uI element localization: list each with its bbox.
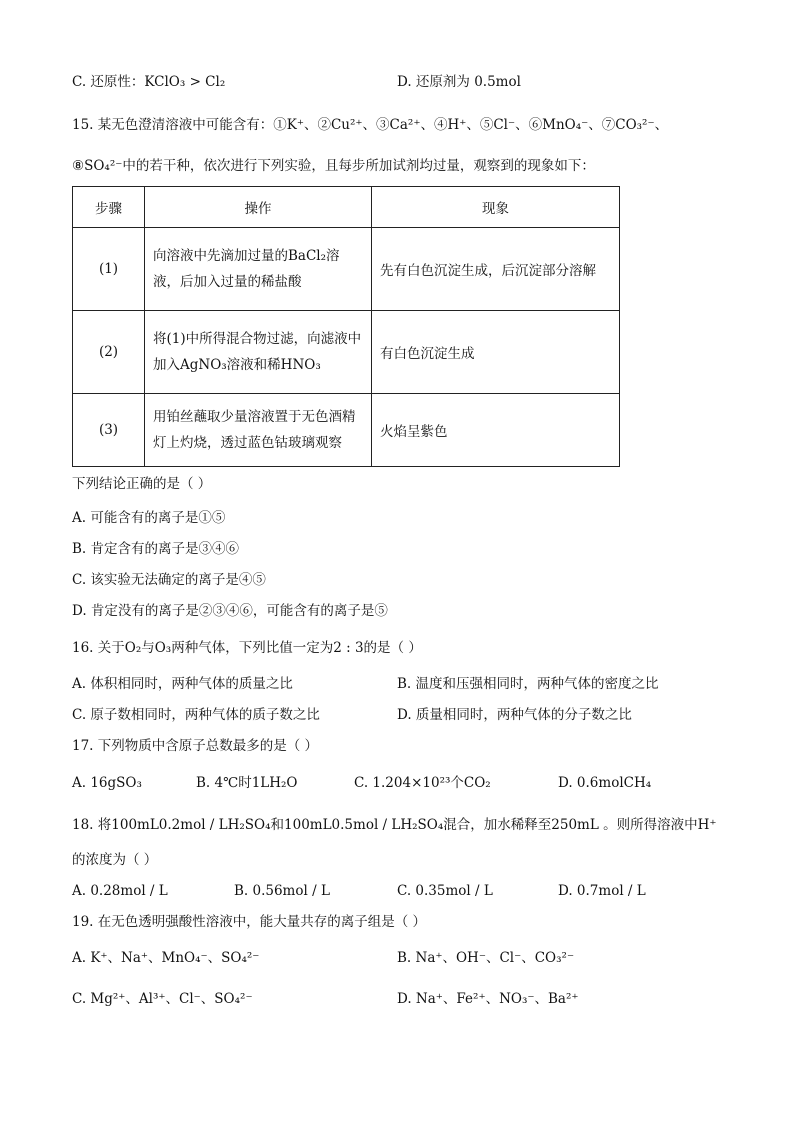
q16-option-d: D. 质量相同时，两种气体的分子数之比 (397, 707, 632, 723)
q19-option-b: B. Na⁺、OH⁻、Cl⁻、CO₃²⁻ (397, 950, 575, 966)
q16-stem: 16. 关于O₂与O₃两种气体，下列比值一定为2 : 3的是（ ） (72, 640, 422, 656)
q15-option-c: C. 该实验无法确定的离子是④⑤ (72, 572, 266, 588)
q19-option-d: D. Na⁺、Fe²⁺、NO₃⁻、Ba²⁺ (397, 991, 579, 1007)
table-row (73, 311, 620, 394)
operation-cell: 向溶液中先滴加过量的BaCl₂溶液，后加入过量的稀盐酸 (145, 228, 372, 311)
q17-stem: 17. 下列物质中含原子总数最多的是（ ） (72, 738, 319, 754)
q18-option-d: D. 0.7mol / L (558, 883, 646, 899)
q15-option-d: D. 肯定没有的离子是②③④⑥，可能含有的离子是⑤ (72, 603, 388, 619)
q19-stem: 19. 在无色透明强酸性溶液中，能大量共存的离子组是（ ） (72, 914, 427, 930)
table-header-observation: 现象 (372, 187, 620, 228)
q19-option-c: C. Mg²⁺、Al³⁺、Cl⁻、SO₄²⁻ (72, 991, 253, 1007)
step-cell: (2) (73, 311, 145, 394)
q17-option-a: A. 16gSO₃ (72, 775, 142, 791)
table-header-operation: 操作 (145, 187, 372, 228)
table-row (73, 394, 620, 467)
q17-option-d: D. 0.6molCH₄ (558, 775, 652, 791)
table-row (73, 228, 620, 311)
q19-option-a: A. K⁺、Na⁺、MnO₄⁻、SO₄²⁻ (72, 950, 260, 966)
q17-option-c: C. 1.204×10²³个CO₂ (354, 775, 491, 791)
q15-stem-line1: 15. 某无色澄清溶液中可能含有：①K⁺、②Cu²⁺、③Ca²⁺、④H⁺、⑤Cl⁻、⑥MnO₄⁻、⑦CO₃²⁻、 (72, 117, 669, 133)
step-cell: (1) (73, 228, 145, 311)
q14-option-c: C. 还原性：KClO₃ > Cl₂ (72, 74, 226, 90)
experiment-table (72, 186, 620, 467)
q16-option-a: A. 体积相同时，两种气体的质量之比 (72, 676, 293, 692)
q18-option-b: B. 0.56mol / L (234, 883, 330, 899)
step-cell: (3) (73, 394, 145, 467)
observation-cell: 有白色沉淀生成 (372, 311, 620, 394)
q18-stem-line2: 的浓度为（ ） (72, 852, 158, 868)
operation-cell: 用铂丝蘸取少量溶液置于无色酒精灯上灼烧，透过蓝色钴玻璃观察 (145, 394, 372, 467)
q18-stem-line1: 18. 将100mL0.2mol / LH₂SO₄和100mL0.5mol / LH₂SO₄混合，加水稀释至250mL 。则所得溶液中H⁺ (72, 817, 717, 833)
q15-option-b: B. 肯定含有的离子是③④⑥ (72, 541, 240, 557)
q14-option-d: D. 还原剂为 0.5mol (397, 74, 521, 90)
observation-cell: 先有白色沉淀生成，后沉淀部分溶解 (372, 228, 620, 311)
q18-option-c: C. 0.35mol / L (397, 883, 493, 899)
q17-option-b: B. 4℃时1LH₂O (196, 775, 298, 791)
q15-option-a: A. 可能含有的离子是①⑤ (72, 510, 226, 526)
q15-stem-line2: ⑧SO₄²⁻中的若干种，依次进行下列实验，且每步所加试剂均过量，观察到的现象如下： (72, 158, 595, 174)
q18-option-a: A. 0.28mol / L (72, 883, 168, 899)
q16-option-b: B. 温度和压强相同时，两种气体的密度之比 (397, 676, 659, 692)
observation-cell: 火焰呈紫色 (372, 394, 620, 467)
operation-cell: 将(1)中所得混合物过滤，向滤液中加入AgNO₃溶液和稀HNO₃ (145, 311, 372, 394)
q15-question: 下列结论正确的是（ ） (72, 476, 212, 492)
table-header-step: 步骤 (73, 187, 145, 228)
q16-option-c: C. 原子数相同时，两种气体的质子数之比 (72, 707, 320, 723)
